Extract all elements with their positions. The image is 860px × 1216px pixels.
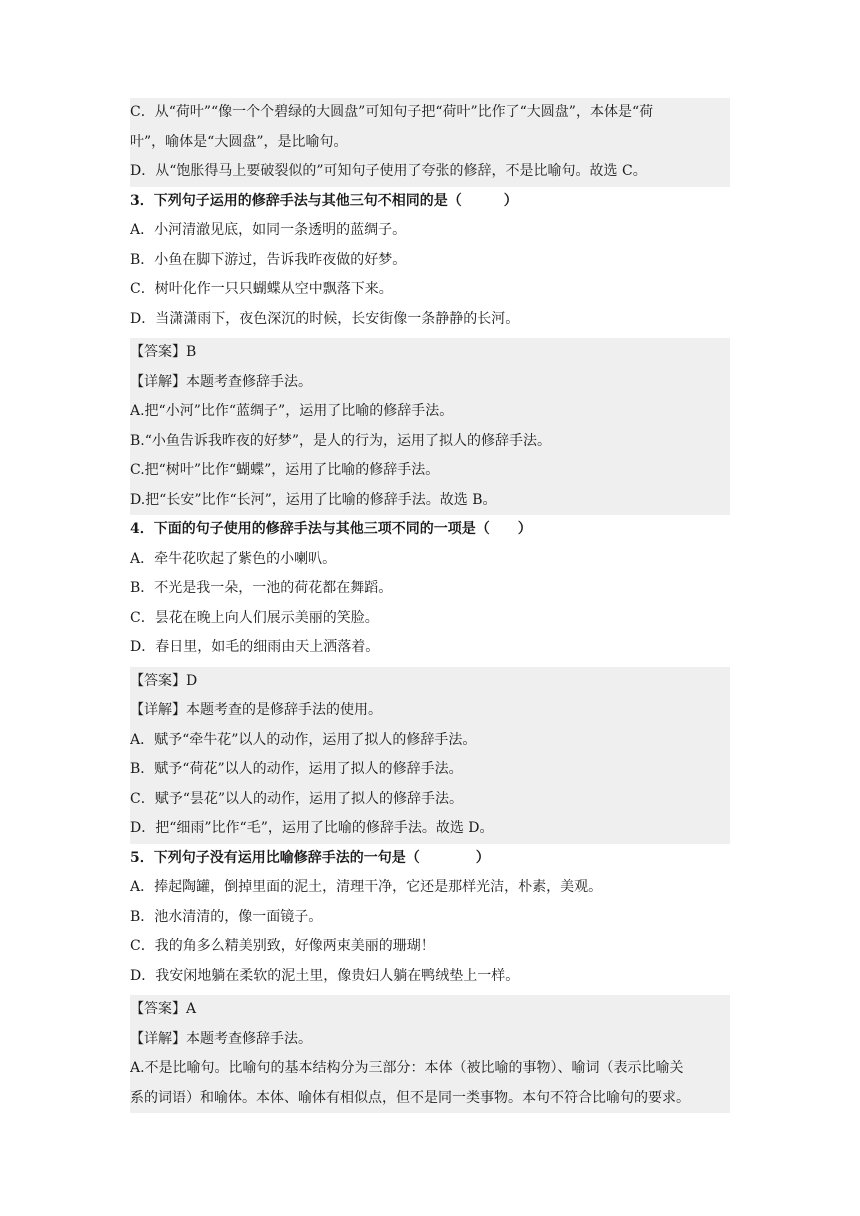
question-5 xyxy=(130,844,730,1114)
option-a: A．小河清澈见底，如同一条透明的蓝绸子。 xyxy=(130,222,407,238)
detail-line: B.“小鱼告诉我昨夜的好梦”，是人的行为，运用了拟人的修辞手法。 xyxy=(130,432,552,449)
question-3 xyxy=(130,187,730,516)
text-line: 叶”，喻体是“大圆盘”，是比喻句。 xyxy=(130,133,348,150)
option-c: C．昙花在晚上向人们展示美丽的笑脸。 xyxy=(130,609,379,626)
document-page xyxy=(130,98,730,1113)
answer-line: 【答案】D xyxy=(130,672,198,689)
question-stem: 3．下列句子运用的修辞手法与其他三句不相同的是（ ） xyxy=(130,192,518,209)
option-a: A．牵牛花吹起了紫色的小喇叭。 xyxy=(130,550,337,567)
detail-line: 【详解】本题考查的是修辞手法的使用。 xyxy=(130,702,382,718)
option-b: B．不光是我一朵，一池的荷花都在舞蹈。 xyxy=(130,580,393,596)
option-d: D．春日里，如毛的细雨由天上洒落着。 xyxy=(130,639,380,655)
detail-line: D．把“细雨”比作“毛”，运用了比喻的修辞手法。故选 D。 xyxy=(130,820,494,836)
previous-explanation xyxy=(130,98,730,187)
text-line: D．从“饱胀得马上要破裂似的”可知句子使用了夸张的修辞，不是比喻句。故选 C。 xyxy=(130,163,647,179)
answer-block xyxy=(130,995,730,1113)
question-stem: 5．下列句子没有运用比喻修辞手法的一句是（ ） xyxy=(130,849,490,866)
option-c: C．树叶化作一只只蝴蝶从空中飘落下来。 xyxy=(130,281,393,297)
detail-line: A.不是比喻句。比喻句的基本结构分为三部分：本体（被比喻的事物）、喻词（表示比喻关 xyxy=(130,1060,684,1076)
text-line: C．从“荷叶”“像一个个碧绿的大圆盘”可知句子把“荷叶”比作了“大圆盘”，本体是“荷 xyxy=(130,104,654,120)
question-4 xyxy=(130,515,730,844)
detail-line: D.把“长安”比作“长河”，运用了比喻的修辞手法。故选 B。 xyxy=(130,491,497,508)
answer-block xyxy=(130,338,730,515)
option-d: D．我安闲地躺在柔软的泥土里，像贵妇人躺在鸭绒垫上一样。 xyxy=(130,967,520,984)
option-a: A．捧起陶罐，倒掉里面的泥土，清理干净，它还是那样光洁，朴素，美观。 xyxy=(130,879,603,895)
detail-line: 【详解】本题考查修辞手法。 xyxy=(130,1030,312,1047)
detail-line: A.把“小河”比作“蓝绸子”，运用了比喻的修辞手法。 xyxy=(130,403,454,419)
option-b: B．池水清清的，像一面镜子。 xyxy=(130,908,323,925)
detail-line: 【详解】本题考查修辞手法。 xyxy=(130,373,312,390)
detail-line: A．赋予“牵牛花”以人的动作，运用了拟人的修辞手法。 xyxy=(130,731,477,748)
detail-line: 系的词语）和喻体。本体、喻体有相似点，但不是同一类事物。本句不符合比喻句的要求。 xyxy=(130,1089,690,1106)
detail-line: C．赋予“昙花”以人的动作，运用了拟人的修辞手法。 xyxy=(130,790,464,807)
option-c: C．我的角多么精美别致，好像两束美丽的珊瑚！ xyxy=(130,938,435,954)
option-b: B．小鱼在脚下游过，告诉我昨夜做的好梦。 xyxy=(130,251,407,268)
answer-block xyxy=(130,667,730,844)
answer-line: 【答案】A xyxy=(130,1001,197,1017)
option-d: D．当潇潇雨下，夜色深沉的时候，长安街像一条静静的长河。 xyxy=(130,310,520,327)
detail-line: C.把“树叶”比作“蝴蝶”，运用了比喻的修辞手法。 xyxy=(130,462,440,478)
question-stem: 4．下面的句子使用的修辞手法与其他三项不同的一项是（ ） xyxy=(130,521,532,537)
detail-line: B．赋予“荷花”以人的动作，运用了拟人的修辞手法。 xyxy=(130,761,463,777)
answer-line: 【答案】B xyxy=(130,344,197,360)
